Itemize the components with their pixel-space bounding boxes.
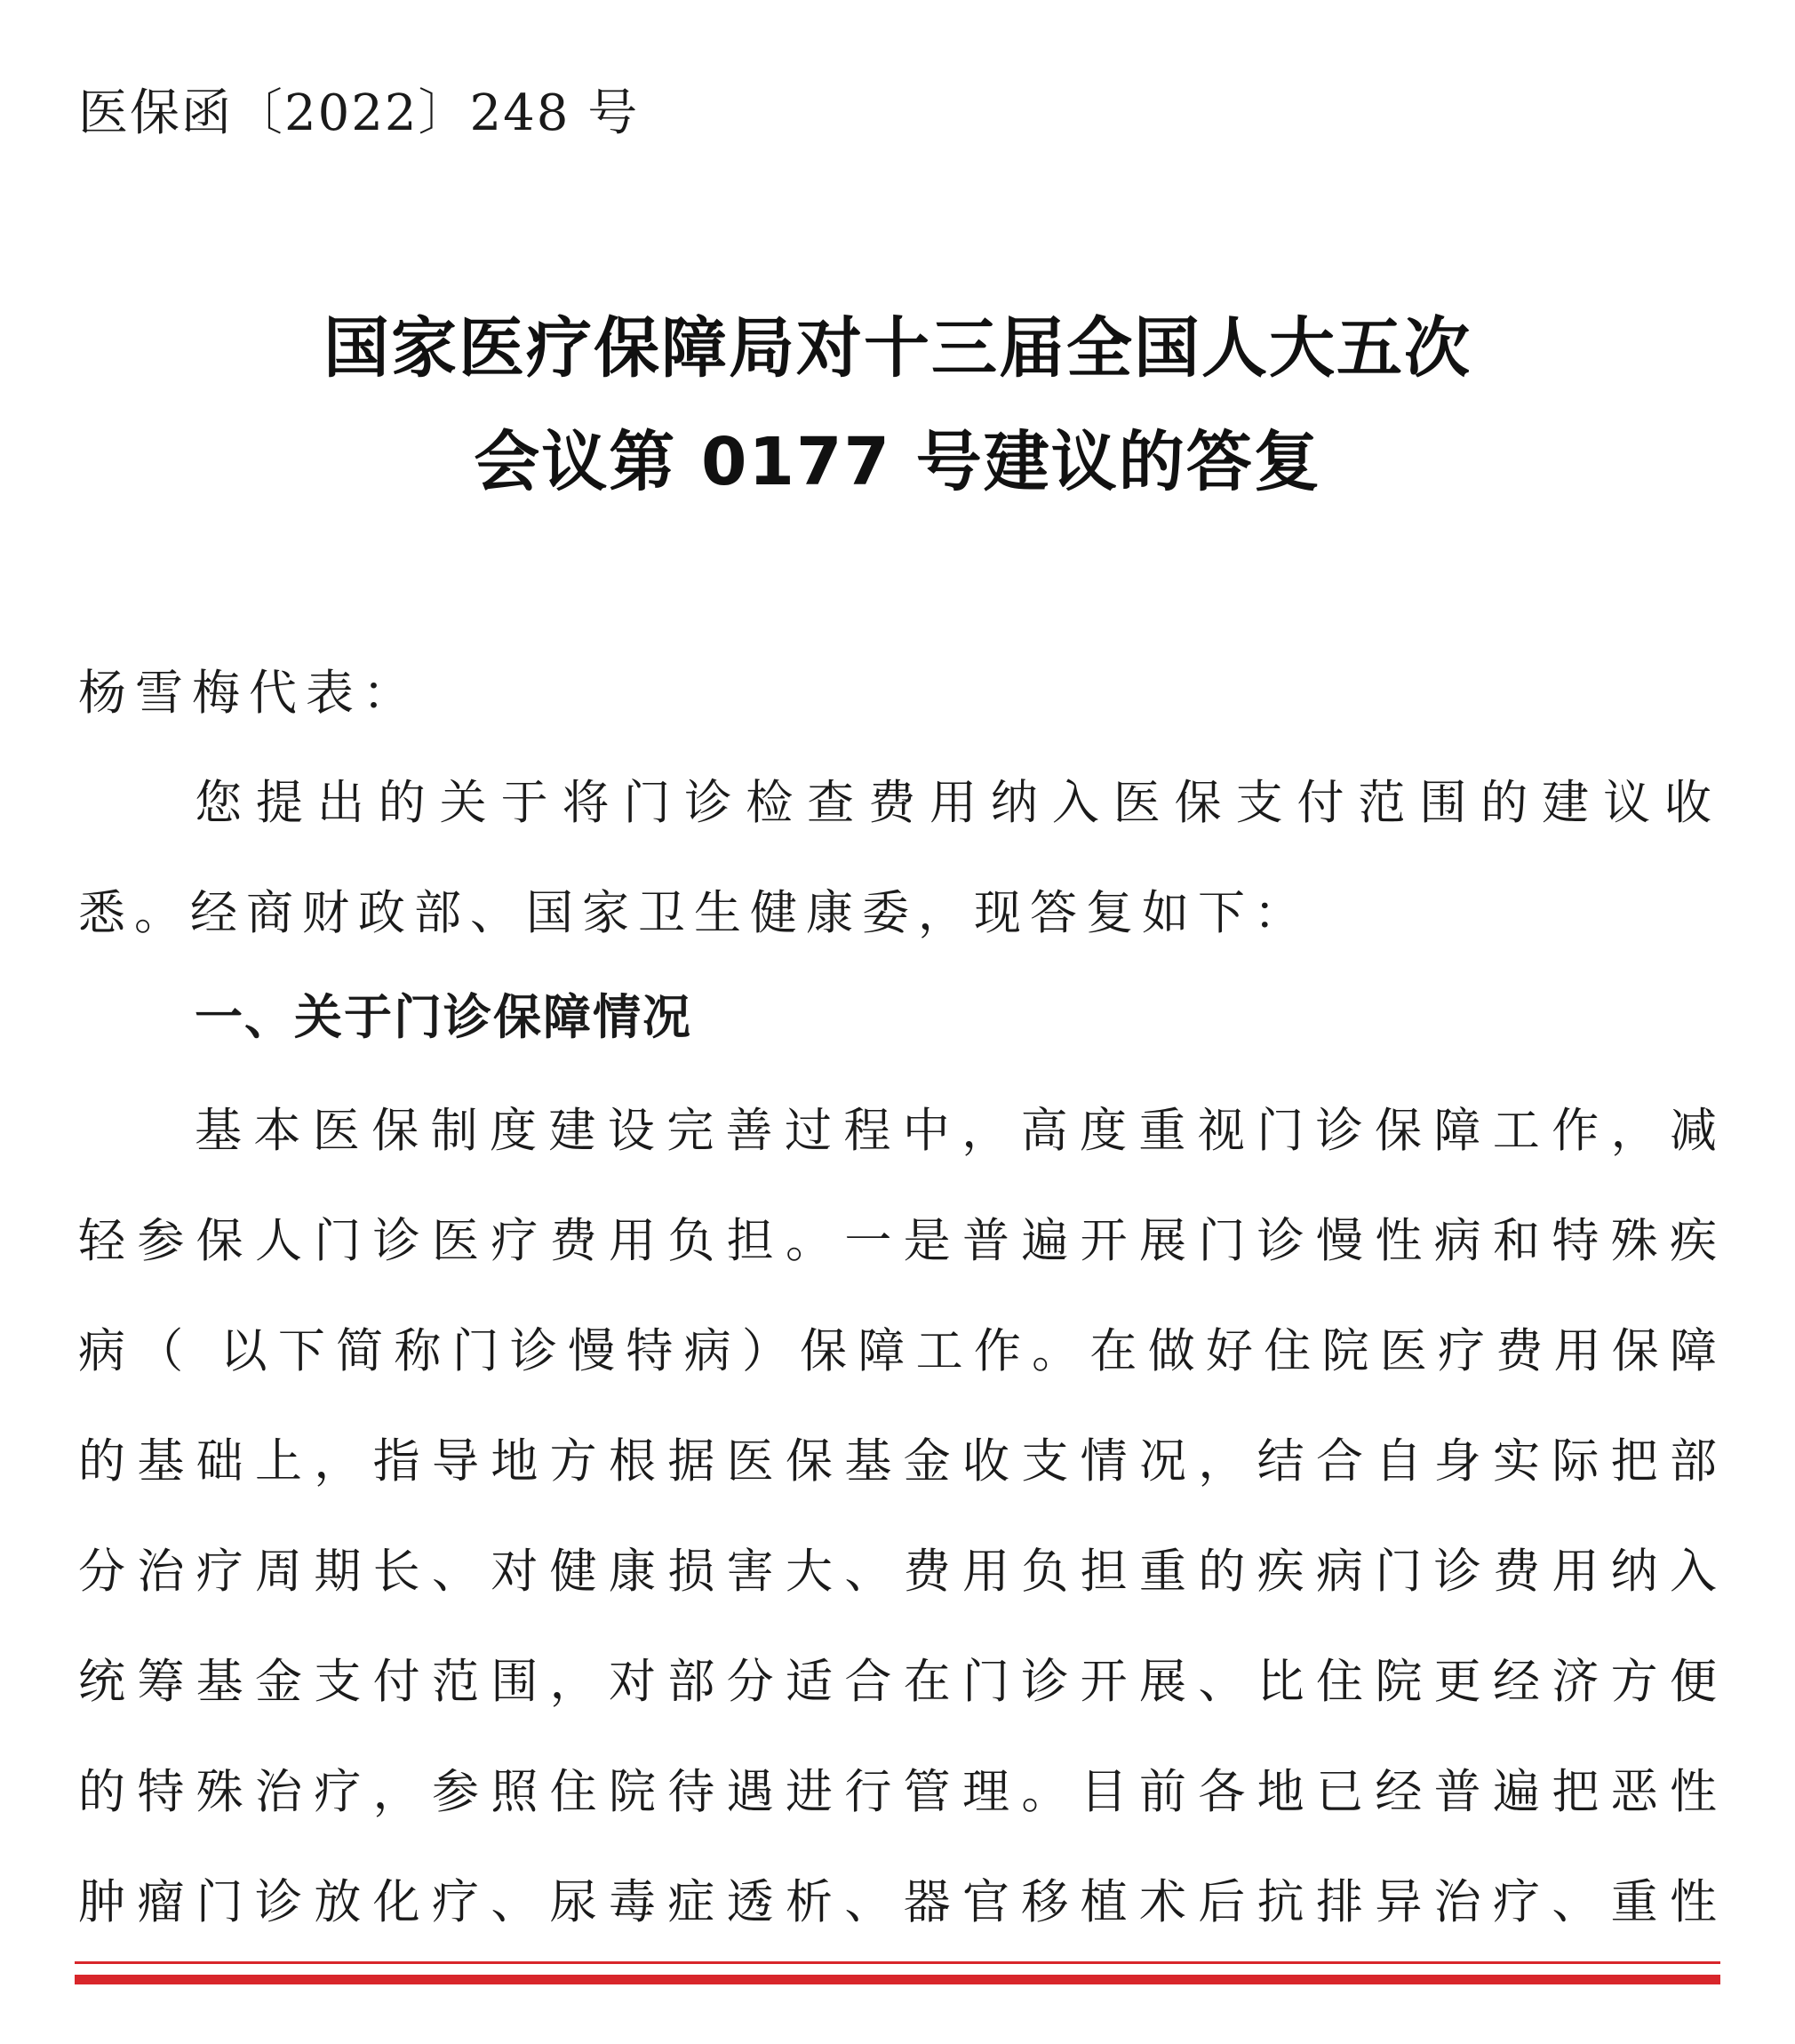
- salutation: 杨雪梅代表：: [78, 665, 419, 721]
- body-line: 病（ 以下简称门诊慢特病）保障工作。在做好住院医疗费用保障: [78, 1324, 1717, 1378]
- document-title-line-1: 国家医疗保障局对十三届全国人大五次: [323, 310, 1472, 387]
- footer-rule-thick: [75, 1975, 1720, 1984]
- body-line: 的基础上，指导地方根据医保基金收支情况，结合自身实际把部: [78, 1434, 1717, 1489]
- body-line: 肿瘤门诊放化疗、尿毒症透析、器官移植术后抗排异治疗、重性: [78, 1875, 1717, 1929]
- body-line: 轻参保人门诊医疗费用负担。一是普遍开展门诊慢性病和特殊疾: [78, 1214, 1717, 1268]
- section-heading: 一、关于门诊保障情况: [195, 989, 692, 1045]
- footer-rule-thin: [75, 1961, 1720, 1964]
- document-number: 医保函〔2022〕248 号: [78, 84, 640, 142]
- body-line: 基本医保制度建设完善过程中，高度重视门诊保障工作，减: [195, 1104, 1717, 1158]
- document-title-line-2: 会议第 0177 号建议的答复: [474, 424, 1321, 500]
- intro-line-1: 您提出的关于将门诊检查费用纳入医保支付范围的建议收: [195, 776, 1717, 830]
- body-line: 统筹基金支付范围，对部分适合在门诊开展、比住院更经济方便: [78, 1655, 1717, 1709]
- body-line: 分治疗周期长、对健康损害大、费用负担重的疾病门诊费用纳入: [78, 1545, 1717, 1599]
- intro-line-2: 悉。经商财政部、国家卫生健康委，现答复如下：: [78, 886, 1310, 940]
- body-line: 的特殊治疗，参照住院待遇进行管理。目前各地已经普遍把恶性: [78, 1765, 1717, 1819]
